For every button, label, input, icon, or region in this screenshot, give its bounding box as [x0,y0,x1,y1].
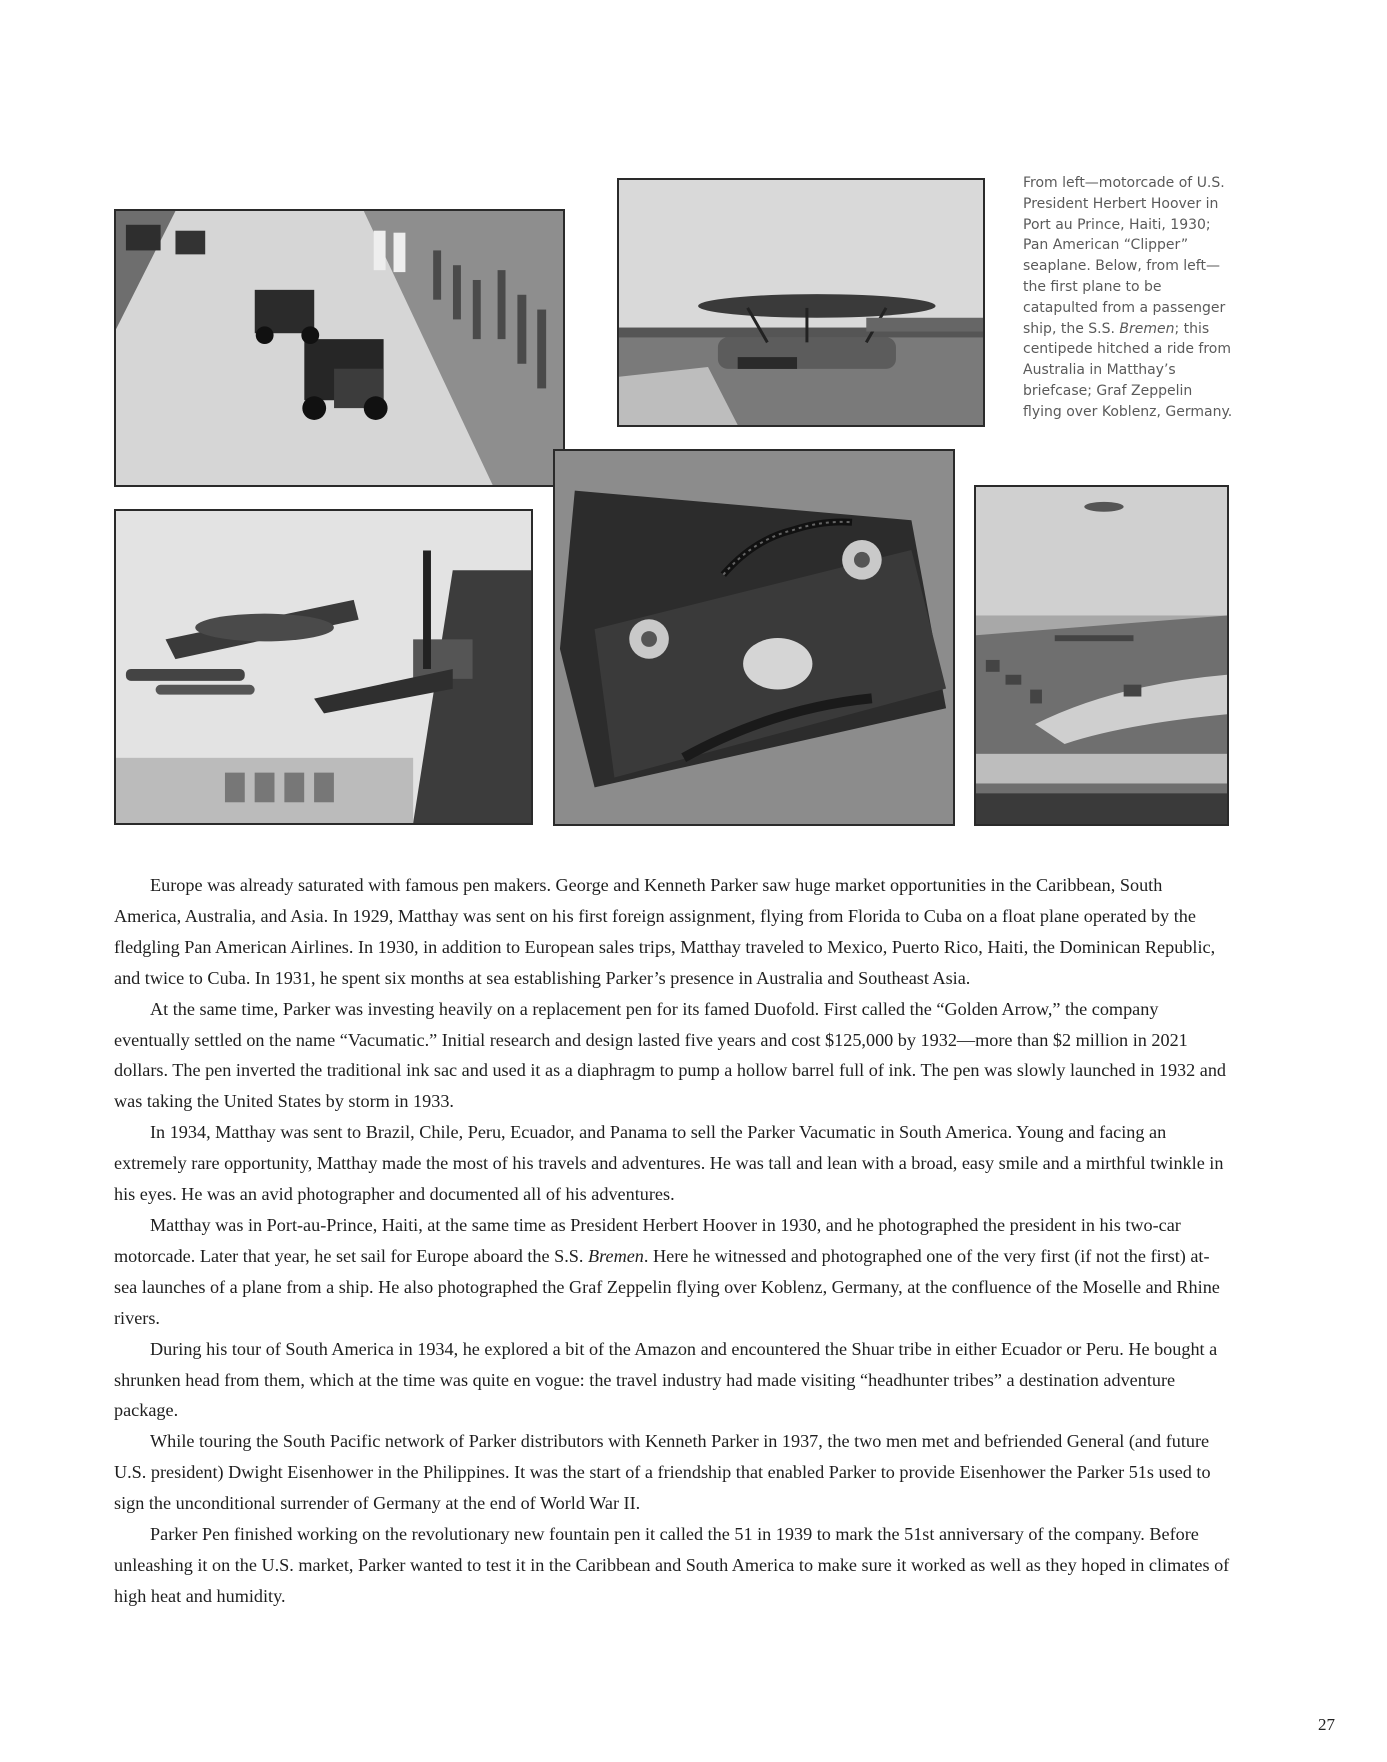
caption-text-2: ; this centipede hitched a ride from Australia in Matthay’s briefcase; Graf Zeppelin flying over Koblenz, Germany. [1023,320,1233,420]
motorcade-photo [114,209,565,487]
paragraph-text: Matthay was in Port-au-Prince, Haiti, at the same time as President Herbert Hoover in 1930, and he photographed the president in his two-car motorcade. Later that year, he set sail for Europe aboard the S.S. [114,1214,1181,1266]
paragraph: During his tour of South America in 1934, he explored a bit of the Amazon and encountered the Shuar tribe in either Ecuador or Peru. He bought a shrunken head from them, which at the time was quite en vogue: the travel industry had made visiting “headhunter tribes” a destination adventure package. [114,1338,1218,1421]
paragraph-text: . Here he witnessed and photographed one of the very first (if not the first) at-sea launches of a plane from a ship. He also photographed the Graf Zeppelin flying over Koblenz, Germany, at the confluence of the Moselle and Rhine rivers. [114,1245,1220,1328]
paragraph: At the same time, Parker was investing heavily on a replacement pen for its famed Duofold. First called the “Golden Arrow,” the company eventually settled on the name “Vacumatic.” Initial research and design lasted five years and cost $125,000 by 1932—more than $2 million in 2021 dollars. The pen inverted the traditional ink sac and used it as a diaphragm to pump a hollow barrel full of ink. The pen was slowly launched in 1932 and was taking the United States by storm in 1933. [114,998,1227,1112]
paragraph: Europe was already saturated with famous pen makers. George and Kenneth Parker saw huge market opportunities in the Caribbean, South America, Australia, and Asia. In 1929, Matthay was sent on his first foreign assignment, flying from Florida to Cuba on a float plane operated by the fledgling Pan American Airlines. In 1930, in addition to European sales trips, Matthay traveled to Mexico, Puerto Rico, Haiti, the Dominican Republic, and twice to Cuba. In 1931, he spent six months at sea establishing Parker’s presence in Australia and Southeast Asia. [114,875,1216,988]
paragraph: In 1934, Matthay was sent to Brazil, Chile, Peru, Ecuador, and Panama to sell the Parker Vacumatic in South America. Young and facing an extremely rare opportunity, Matthay made the most of his travels and adventures. He was tall and lean with a broad, easy smile and a mirthful twinkle in his eyes. He was an avid photographer and documented all of his adventures. [114,1122,1224,1205]
body-text [114,870,1232,1612]
photo-caption [1023,173,1233,423]
caption-italic-ship-name: Bremen [1119,320,1175,337]
clipper-seaplane-photo [617,178,985,427]
paragraph: Parker Pen finished working on the revolutionary new fountain pen it called the 51 in 1939 to mark the 51st anniversary of the company. Before unleashing it on the U.S. market, Parker wanted to test it in the Caribbean and South America to make sure it worked as well as they hoped in climates of high heat and humidity. [114,1524,1230,1606]
paragraph [114,1210,1232,1334]
paragraph: While touring the South Pacific network of Parker distributors with Kenneth Parker in 1937, the two men met and befriended General (and future U.S. president) Dwight Eisenhower in the Philippines. It was the start of a friendship that enabled Parker to provide Eisenhower the Parker 51s used to sign the unconditional surrender of Germany at the end of World War II. [114,1431,1211,1514]
briefcase-centipede-photo [553,449,955,826]
page-number: 27 [1318,1715,1335,1734]
ship-name: Bremen [588,1245,644,1266]
zeppelin-koblenz-photo [974,485,1229,826]
caption-text-1: From left—motorcade of U.S. President Herbert Hoover in Port au Prince, Haiti, 1930; Pan American “Clipper” seaplane. Below, from left—the first plane to be catapulted from a passenger ship, the S.S. [1023,175,1226,337]
catapult-plane-photo [114,509,533,825]
